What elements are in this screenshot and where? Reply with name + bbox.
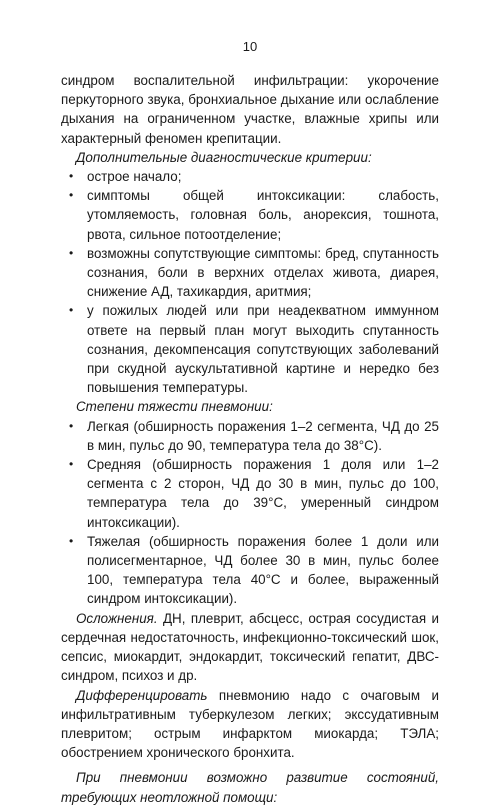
list-item: • симптомы общей интоксикации: слабость, утомляемость, головная боль, анорексия, тошнота, рвота, сильное потоотделение; xyxy=(69,188,439,242)
list-item: • возможны сопутствующие симптомы: бред, спутанность сознания, боли в верхних отделах живота, диарея, снижение АД, тахикардия, аритмия; xyxy=(69,245,439,300)
page-number: 10 xyxy=(242,39,258,54)
bullet-icon: • xyxy=(69,169,74,184)
intro-paragraph: синдром воспалительной инфильтрации: укорочение перкуторного звука, бронхиальное дыхание или ослабление дыхания на ограниченном участке, влажные хрипы или характерный феномен крепитации. xyxy=(61,73,439,146)
list-item: • Легкая (обширность поражения 1–2 сегмента, ЧД до 25 в мин, пульс до 90, температура тела до 38°С). xyxy=(69,418,439,453)
page-content xyxy=(61,71,439,807)
bullet-icon: • xyxy=(69,245,74,260)
bullet-icon: • xyxy=(69,188,74,203)
severity-list xyxy=(61,417,439,609)
bullet-icon: • xyxy=(69,303,74,318)
complications-paragraph xyxy=(61,609,439,686)
list-item: • Тяжелая (обширность поражения более 1 доли или полисегментарное, ЧД более 30 в мин, пульс более 100, температура тела 40°С и более, выраженный синдром интоксикации). xyxy=(69,533,439,607)
list-item: • у пожилых людей или при неадекватном иммунном ответе на первый план могут выходить спутанность сознания, декомпенсация сопутствующих заболеваний при скудной аускультативной картине и нередко без повышения температуры. xyxy=(69,303,439,396)
complications-text: ДН, плеврит, абсцесс, острая сосудистая и сердечная недостаточность, инфекционно-токсический шок, сепсис, миокардит, эндокардит, токсический гепатит, ДВС-синдром, психоз и др. xyxy=(61,610,439,684)
bullet-icon: • xyxy=(69,457,74,472)
differential-label: Дифференцировать xyxy=(76,687,208,703)
emergency-heading: При пневмонии возможно развитие состояний, требующих неотложной помощи: xyxy=(61,770,439,805)
list-item: • острое начало; xyxy=(61,167,439,186)
additional-criteria-list xyxy=(61,167,439,397)
severity-heading: Степени тяжести пневмонии: xyxy=(76,399,273,415)
bullet-icon: • xyxy=(69,533,74,548)
additional-criteria-heading: Дополнительные диагностические критерии: xyxy=(76,149,372,165)
bullet-icon: • xyxy=(69,418,74,433)
complications-label: Осложнения. xyxy=(76,610,158,626)
differential-text: пневмонию надо с очаговым и инфильтративным туберкулезом легких; экссудативным плевритом; острым инфарктом миокарда; ТЭЛА; обострением хронического бронхита. xyxy=(61,687,439,761)
list-item: • Средняя (обширность поражения 1 доля или 1–2 сегмента с 2 сторон, ЧД до 30 в мин, пульс до 100, температура тела до 39°С, умеренный синдром интоксикации). xyxy=(69,457,439,530)
differential-paragraph xyxy=(61,686,439,763)
